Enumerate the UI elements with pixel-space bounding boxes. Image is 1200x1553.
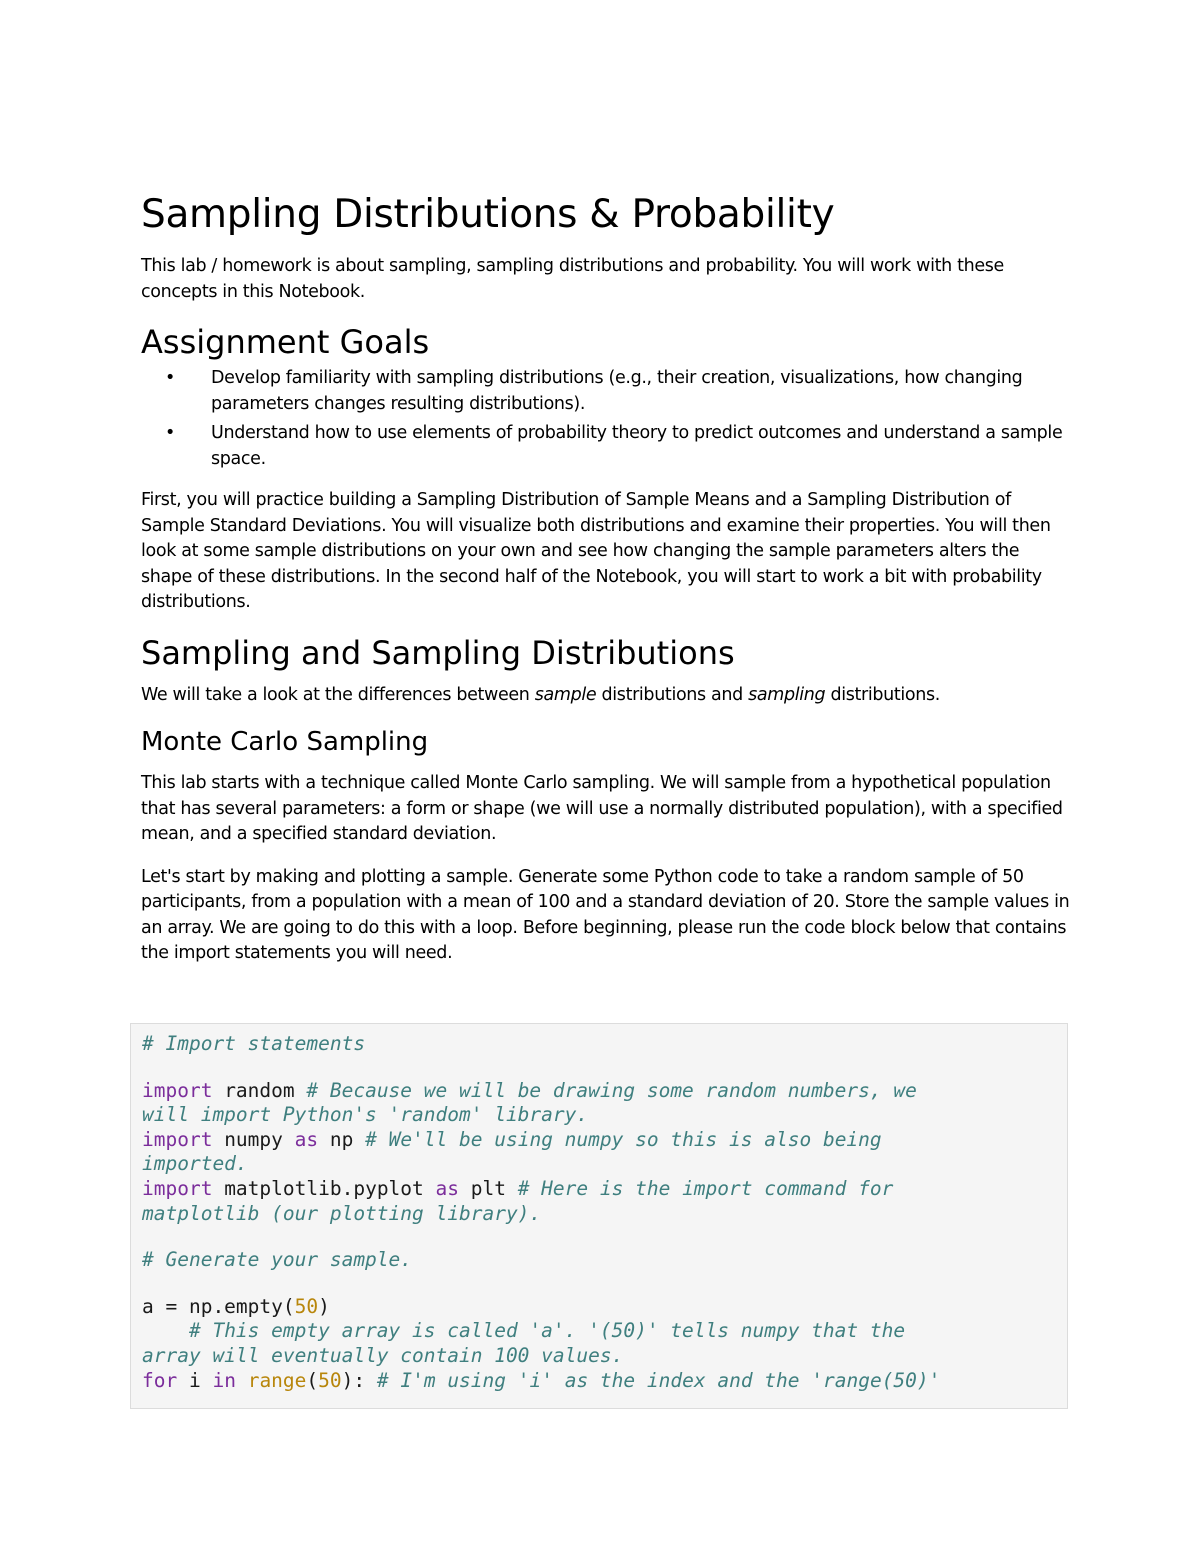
goals-list <box>141 366 1071 472</box>
code-line: a = np.empty(50) <box>142 1294 330 1318</box>
code-line: import random # Because we will be drawing some random numbers, we <box>142 1078 917 1102</box>
code-line: # Generate your sample. <box>142 1248 413 1272</box>
intro-paragraph: This lab / homework is about sampling, sampling distributions and probability. You will work with these concepts in this Notebook. <box>141 256 1004 302</box>
code-line: import numpy as np # We'll be using numpy so this is also being <box>142 1127 882 1151</box>
monte-carlo-paragraph-1: This lab starts with a technique called Monte Carlo sampling. We will sample from a hypothetical population that has several parameters: a form or shape (we will use a normally distributed population), with a specified mean, and a specified standard deviation. <box>141 773 1063 844</box>
goals-heading: Assignment Goals <box>141 323 430 361</box>
emphasis-sampling: sampling <box>748 684 826 705</box>
code-line: # This empty array is called 'a'. '(50)' tells numpy that the <box>188 1319 906 1343</box>
list-item <box>141 421 1071 472</box>
code-line: import matplotlib.pyplot as plt # Here is the import command for <box>142 1176 894 1200</box>
page-title: Sampling Distributions & Probability <box>141 192 835 237</box>
goal-text: Develop familiarity with sampling distributions (e.g., their creation, visualizations, how changing parameters changes resulting distributions). <box>211 368 1023 414</box>
list-item <box>141 366 1071 417</box>
document-body <box>141 190 1071 984</box>
overview-paragraph: First, you will practice building a Sampling Distribution of Sample Means and a Sampling Distribution of Sample Standard Deviations. You will visualize both distributions and examine their properties. You will then look at some sample distributions on your own and see how changing the sample parameters alters the shape of these distributions. In the second half of the Notebook, you will start to work a bit with probability distributions. <box>141 490 1051 612</box>
bullet-icon: • <box>165 368 175 388</box>
monte-carlo-heading: Monte Carlo Sampling <box>141 727 429 757</box>
sampling-paragraph: We will take a look at the differences between sample distributions and sampling distributions. <box>141 684 940 705</box>
sampling-heading: Sampling and Sampling Distributions <box>141 633 735 672</box>
code-line: will import Python's 'random' library. <box>142 1103 589 1127</box>
code-block[interactable] <box>130 1023 1068 1409</box>
code-line: # Import statements <box>142 1032 366 1055</box>
goal-text: Understand how to use elements of probability theory to predict outcomes and understand a sample space. <box>211 423 1063 469</box>
emphasis-sample: sample <box>534 684 597 705</box>
code-line: matplotlib (our plotting library). <box>142 1201 542 1225</box>
code-line: imported. <box>142 1152 248 1176</box>
code-line: for i in range(50): # I'm using 'i' as the index and the 'range(50)' <box>142 1368 941 1392</box>
code-line: array will eventually contain 100 values. <box>142 1343 624 1367</box>
monte-carlo-paragraph-2: Let's start by making and plotting a sample. Generate some Python code to take a random sample of 50 participants, from a population with a mean of 100 and a standard deviation of 20. Store the sample values in an array. We are going to do this with a loop. Before beginning, please run the code block below that contains the import statements you will need. <box>141 866 1070 963</box>
bullet-icon: • <box>165 423 175 443</box>
